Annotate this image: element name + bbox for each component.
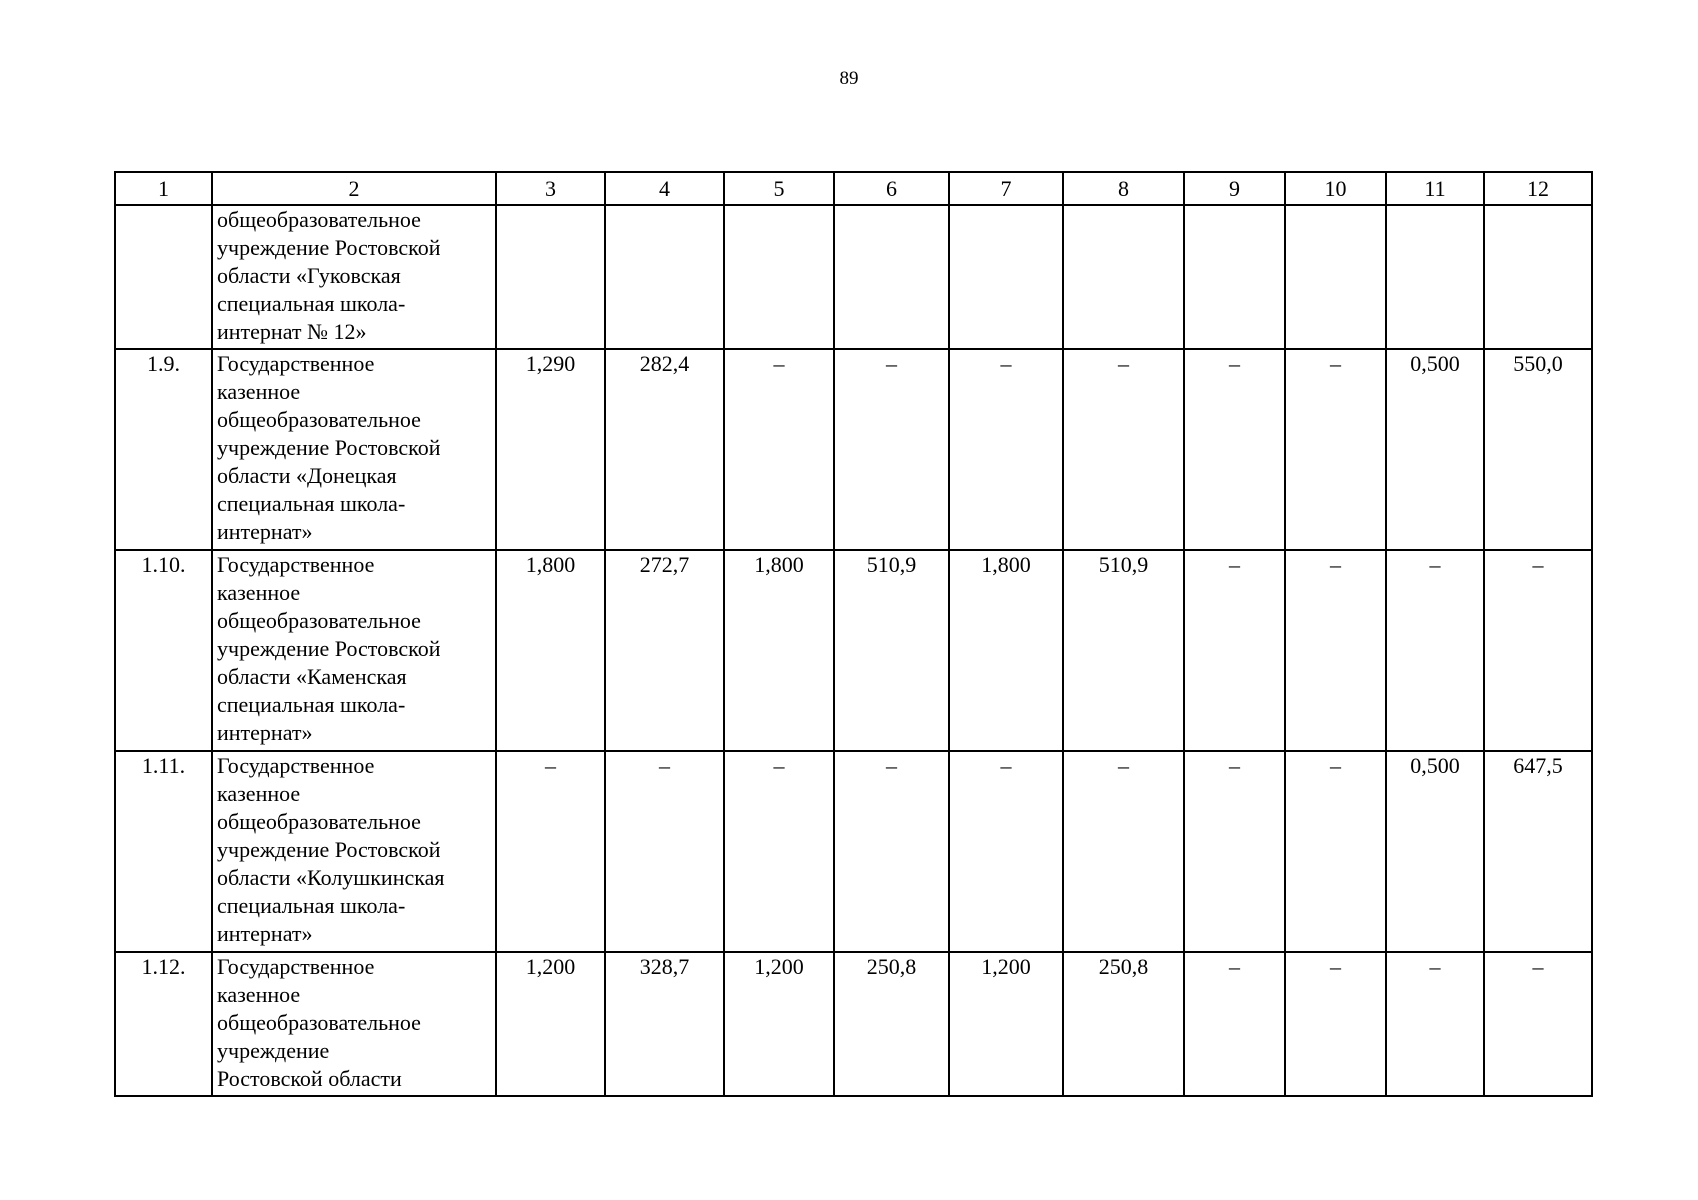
name-line: интернат» bbox=[217, 720, 313, 745]
name-line: общеобразовательное bbox=[217, 809, 421, 834]
name-line: казенное bbox=[217, 580, 301, 605]
name-line: Государственное bbox=[217, 351, 375, 376]
value-cell: – bbox=[1184, 349, 1285, 550]
name-line: интернат» bbox=[217, 519, 313, 544]
name-line: общеобразовательное bbox=[217, 207, 421, 232]
value-cell: 272,7 bbox=[605, 550, 724, 751]
table-row bbox=[115, 751, 1592, 952]
value-cell: 250,8 bbox=[834, 952, 949, 1096]
name-line: Государственное bbox=[217, 753, 375, 778]
value-cell: 1,200 bbox=[724, 952, 834, 1096]
value-cell: 282,4 bbox=[605, 349, 724, 550]
column-header: 6 bbox=[834, 172, 949, 205]
name-line: общеобразовательное bbox=[217, 1010, 421, 1035]
value-cell: – bbox=[834, 751, 949, 952]
value-cell: – bbox=[724, 349, 834, 550]
name-line: Государственное bbox=[217, 954, 375, 979]
name-line: специальная школа- bbox=[217, 893, 406, 918]
column-header: 5 bbox=[724, 172, 834, 205]
value-cell: 1,800 bbox=[496, 550, 605, 751]
name-line: Ростовской области bbox=[217, 1066, 402, 1091]
value-cell: – bbox=[949, 349, 1063, 550]
value-cell bbox=[1285, 205, 1386, 349]
institution-name bbox=[212, 349, 496, 550]
value-cell bbox=[605, 205, 724, 349]
table-body bbox=[115, 205, 1592, 1096]
value-cell: 550,0 bbox=[1484, 349, 1592, 550]
page-number: 89 bbox=[839, 68, 859, 89]
value-cell bbox=[496, 205, 605, 349]
value-cell bbox=[949, 205, 1063, 349]
column-header: 11 bbox=[1386, 172, 1484, 205]
table-row bbox=[115, 349, 1592, 550]
row-number: 1.10. bbox=[115, 550, 212, 751]
value-cell: 510,9 bbox=[834, 550, 949, 751]
name-line: учреждение Ростовской bbox=[217, 235, 441, 260]
name-line: области «Гуковская bbox=[217, 263, 401, 288]
value-cell: – bbox=[949, 751, 1063, 952]
row-number: 1.9. bbox=[115, 349, 212, 550]
value-cell: – bbox=[496, 751, 605, 952]
institution-name bbox=[212, 952, 496, 1096]
column-header: 9 bbox=[1184, 172, 1285, 205]
table-row bbox=[115, 952, 1592, 1096]
value-cell: – bbox=[1386, 550, 1484, 751]
value-cell: 0,500 bbox=[1386, 751, 1484, 952]
value-cell: – bbox=[1285, 952, 1386, 1096]
value-cell bbox=[1063, 205, 1184, 349]
column-header: 7 bbox=[949, 172, 1063, 205]
value-cell: – bbox=[1285, 550, 1386, 751]
institution-name bbox=[212, 751, 496, 952]
header-row bbox=[115, 172, 1592, 205]
name-line: интернат» bbox=[217, 921, 313, 946]
value-cell: 0,500 bbox=[1386, 349, 1484, 550]
name-line: специальная школа- bbox=[217, 491, 406, 516]
name-line: учреждение Ростовской bbox=[217, 636, 441, 661]
column-header: 4 bbox=[605, 172, 724, 205]
value-cell: 1,200 bbox=[496, 952, 605, 1096]
column-header: 10 bbox=[1285, 172, 1386, 205]
name-line: учреждение Ростовской bbox=[217, 837, 441, 862]
name-line: интернат № 12» bbox=[217, 319, 367, 344]
name-line: Государственное bbox=[217, 552, 375, 577]
value-cell: 1,800 bbox=[949, 550, 1063, 751]
value-cell: – bbox=[834, 349, 949, 550]
value-cell: 328,7 bbox=[605, 952, 724, 1096]
column-header: 8 bbox=[1063, 172, 1184, 205]
value-cell: 1,200 bbox=[949, 952, 1063, 1096]
name-line: специальная школа- bbox=[217, 692, 406, 717]
name-line: казенное bbox=[217, 781, 301, 806]
value-cell: 647,5 bbox=[1484, 751, 1592, 952]
value-cell: – bbox=[1063, 349, 1184, 550]
value-cell bbox=[1386, 205, 1484, 349]
value-cell: 510,9 bbox=[1063, 550, 1184, 751]
value-cell: – bbox=[605, 751, 724, 952]
row-number: 1.11. bbox=[115, 751, 212, 952]
value-cell: 1,800 bbox=[724, 550, 834, 751]
name-line: специальная школа- bbox=[217, 291, 406, 316]
column-header: 3 bbox=[496, 172, 605, 205]
value-cell: – bbox=[1484, 952, 1592, 1096]
table-row bbox=[115, 205, 1592, 349]
institution-name bbox=[212, 550, 496, 751]
value-cell bbox=[1484, 205, 1592, 349]
value-cell: – bbox=[1285, 751, 1386, 952]
value-cell: – bbox=[724, 751, 834, 952]
column-header: 12 bbox=[1484, 172, 1592, 205]
name-line: общеобразовательное bbox=[217, 407, 421, 432]
value-cell: – bbox=[1285, 349, 1386, 550]
value-cell: – bbox=[1063, 751, 1184, 952]
value-cell: – bbox=[1184, 751, 1285, 952]
value-cell: – bbox=[1484, 550, 1592, 751]
value-cell: 250,8 bbox=[1063, 952, 1184, 1096]
name-line: области «Донецкая bbox=[217, 463, 397, 488]
value-cell bbox=[724, 205, 834, 349]
row-number bbox=[115, 205, 212, 349]
name-line: учреждение Ростовской bbox=[217, 435, 441, 460]
value-cell: – bbox=[1184, 550, 1285, 751]
row-number: 1.12. bbox=[115, 952, 212, 1096]
name-line: казенное bbox=[217, 379, 301, 404]
data-table bbox=[114, 171, 1593, 1097]
name-line: казенное bbox=[217, 982, 301, 1007]
institution-name bbox=[212, 205, 496, 349]
value-cell: – bbox=[1386, 952, 1484, 1096]
value-cell: 1,290 bbox=[496, 349, 605, 550]
name-line: общеобразовательное bbox=[217, 608, 421, 633]
name-line: области «Колушкинская bbox=[217, 865, 445, 890]
value-cell bbox=[1184, 205, 1285, 349]
table-row bbox=[115, 550, 1592, 751]
name-line: учреждение bbox=[217, 1038, 330, 1063]
value-cell: – bbox=[1184, 952, 1285, 1096]
column-header: 1 bbox=[115, 172, 212, 205]
value-cell bbox=[834, 205, 949, 349]
name-line: области «Каменская bbox=[217, 664, 407, 689]
column-header: 2 bbox=[212, 172, 496, 205]
